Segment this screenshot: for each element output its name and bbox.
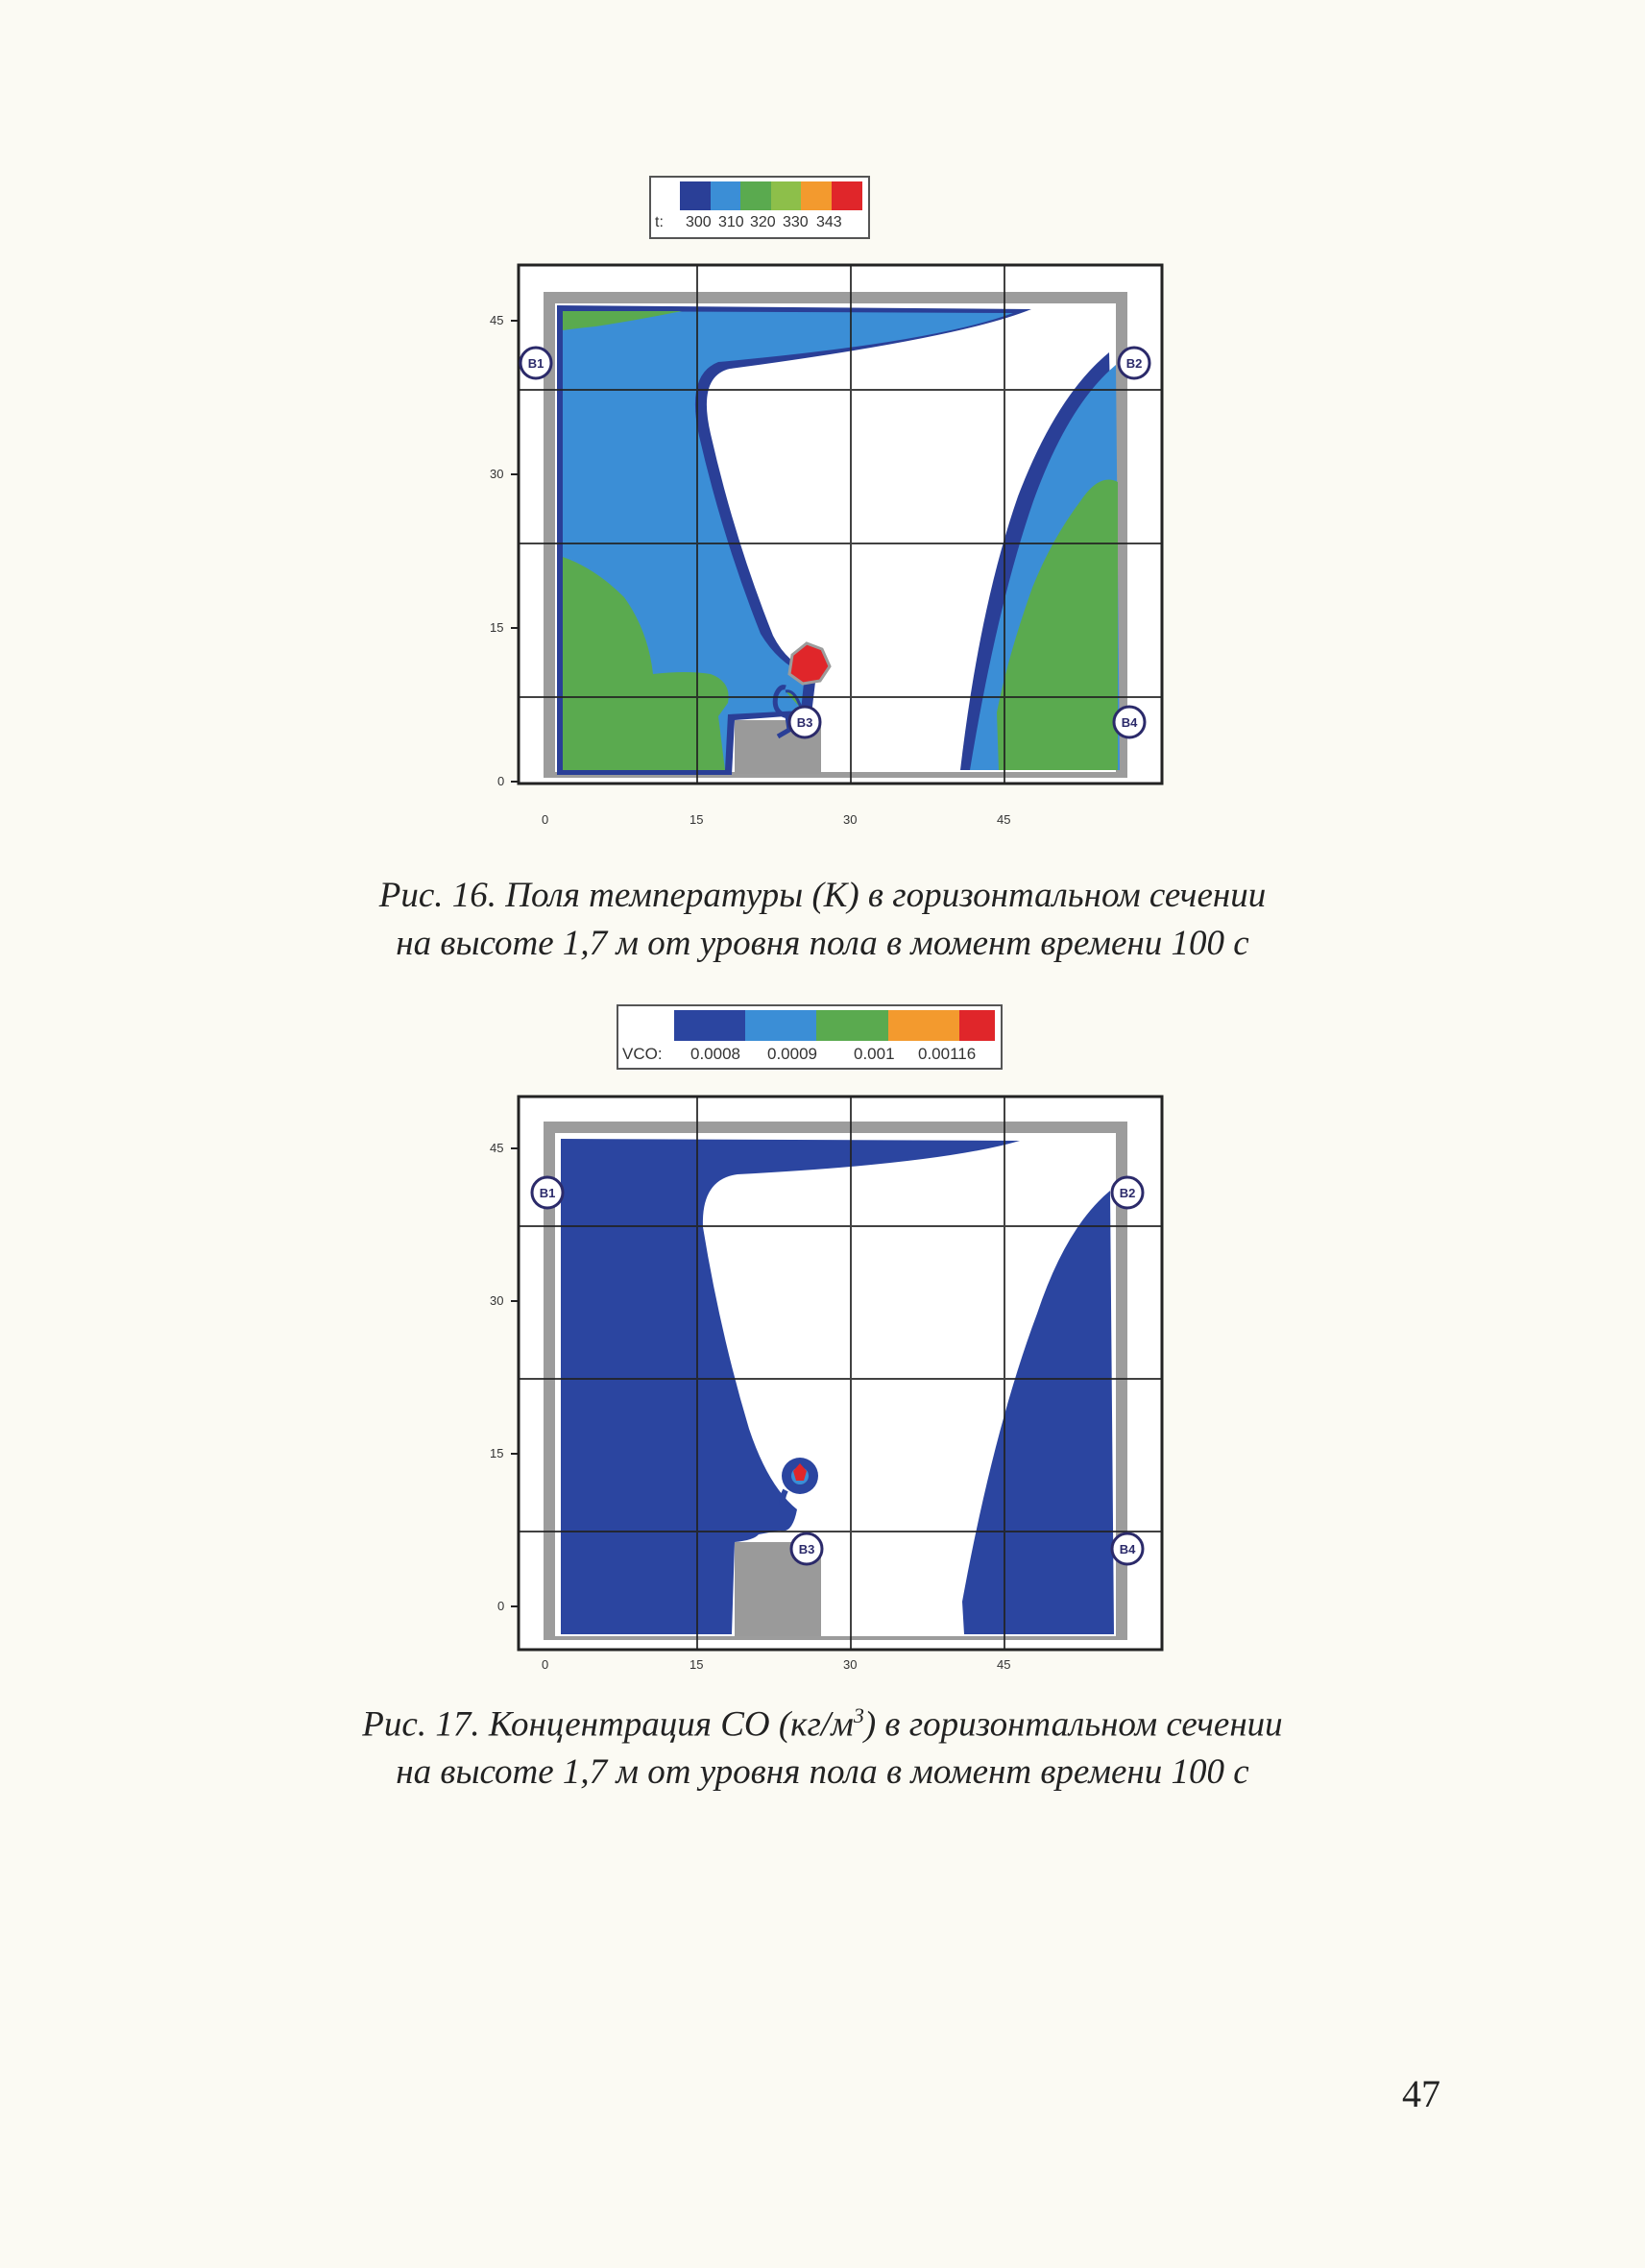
legend-swatch [740,181,771,210]
legend-tick: 0.00116 [918,1045,977,1063]
legend-tick: 310 [718,214,744,230]
y-tick-label: 0 [497,774,505,788]
y-tick-label: 45 [490,313,504,327]
marker-label: B1 [539,1186,556,1200]
y-tick-label: 15 [490,620,504,635]
x-tick-label: 45 [997,812,1011,827]
x-tick-label: 0 [542,812,549,827]
legend-swatch [745,1010,816,1041]
legend-tick: 0.0008 [690,1045,740,1063]
marker-label: B3 [798,1542,815,1556]
co-concentration-plot [480,1083,1191,1678]
legend-tick: 300 [686,214,712,230]
marker-b4 [1114,707,1145,737]
caption-line: на высоте 1,7 м от уровня пола в момент времени 100 с [396,924,1249,963]
marker-label: B4 [1119,1542,1136,1556]
y-tick-label: 30 [490,467,504,481]
y-tick-label: 45 [490,1141,504,1155]
legend-swatch [888,1010,959,1041]
temperature-legend [649,176,870,239]
legend-variable: VCO: [622,1045,663,1063]
temperature-field-plot [480,252,1191,847]
x-tick-label: 30 [843,812,858,827]
legend-swatch [801,181,832,210]
co-concentration-legend [617,1004,1003,1070]
legend-tick: 0.0009 [767,1045,817,1063]
caption-text: ) в горизонтальном сечении [863,1704,1283,1745]
caption-line [0,1692,1645,1749]
legend-swatch [674,1010,745,1041]
x-tick-label: 15 [689,812,704,827]
marker-label: B1 [527,356,544,371]
caption-text: Рис. 17. Концентрация CO (кг/м [362,1704,854,1745]
legend-swatch [680,181,711,210]
marker-label: B3 [796,715,813,730]
x-tick-label: 15 [689,1657,704,1672]
legend-swatch [959,1010,995,1041]
legend-tick: 330 [783,214,809,230]
page-number: 47 [1402,2072,1440,2115]
y-tick-label: 0 [497,1599,505,1613]
marker-label: B2 [1125,356,1143,371]
figure-16-caption [0,872,1645,968]
marker-label: B2 [1119,1186,1136,1200]
y-tick-label: 15 [490,1446,504,1460]
legend-swatch [771,181,802,210]
legend-swatch [832,181,862,210]
marker-label: B4 [1121,715,1138,730]
x-tick-label: 0 [542,1657,549,1672]
marker-b2 [1112,1177,1143,1208]
marker-b1 [532,1177,563,1208]
legend-tick: 0.001 [854,1045,895,1063]
legend-swatch [816,1010,887,1041]
marker-b1 [520,348,551,378]
x-tick-label: 30 [843,1657,858,1672]
marker-b3 [789,707,820,737]
legend-swatch [711,181,741,210]
caption-line: Рис. 16. Поля температуры (К) в горизонтальном сечении [378,876,1267,915]
caption-line: на высоте 1,7 м от уровня пола в момент времени 100 с [396,1752,1249,1793]
marker-b3 [791,1533,822,1564]
figure-17-caption [0,1692,1645,1797]
x-tick-label: 45 [997,1657,1011,1672]
legend-tick: 320 [750,214,776,230]
marker-b2 [1119,348,1149,378]
legend-tick: 343 [816,214,842,230]
y-tick-label: 30 [490,1293,504,1308]
marker-b4 [1112,1533,1143,1564]
caption-superscript: 3 [853,1703,864,1727]
legend-variable: t: [655,214,664,230]
